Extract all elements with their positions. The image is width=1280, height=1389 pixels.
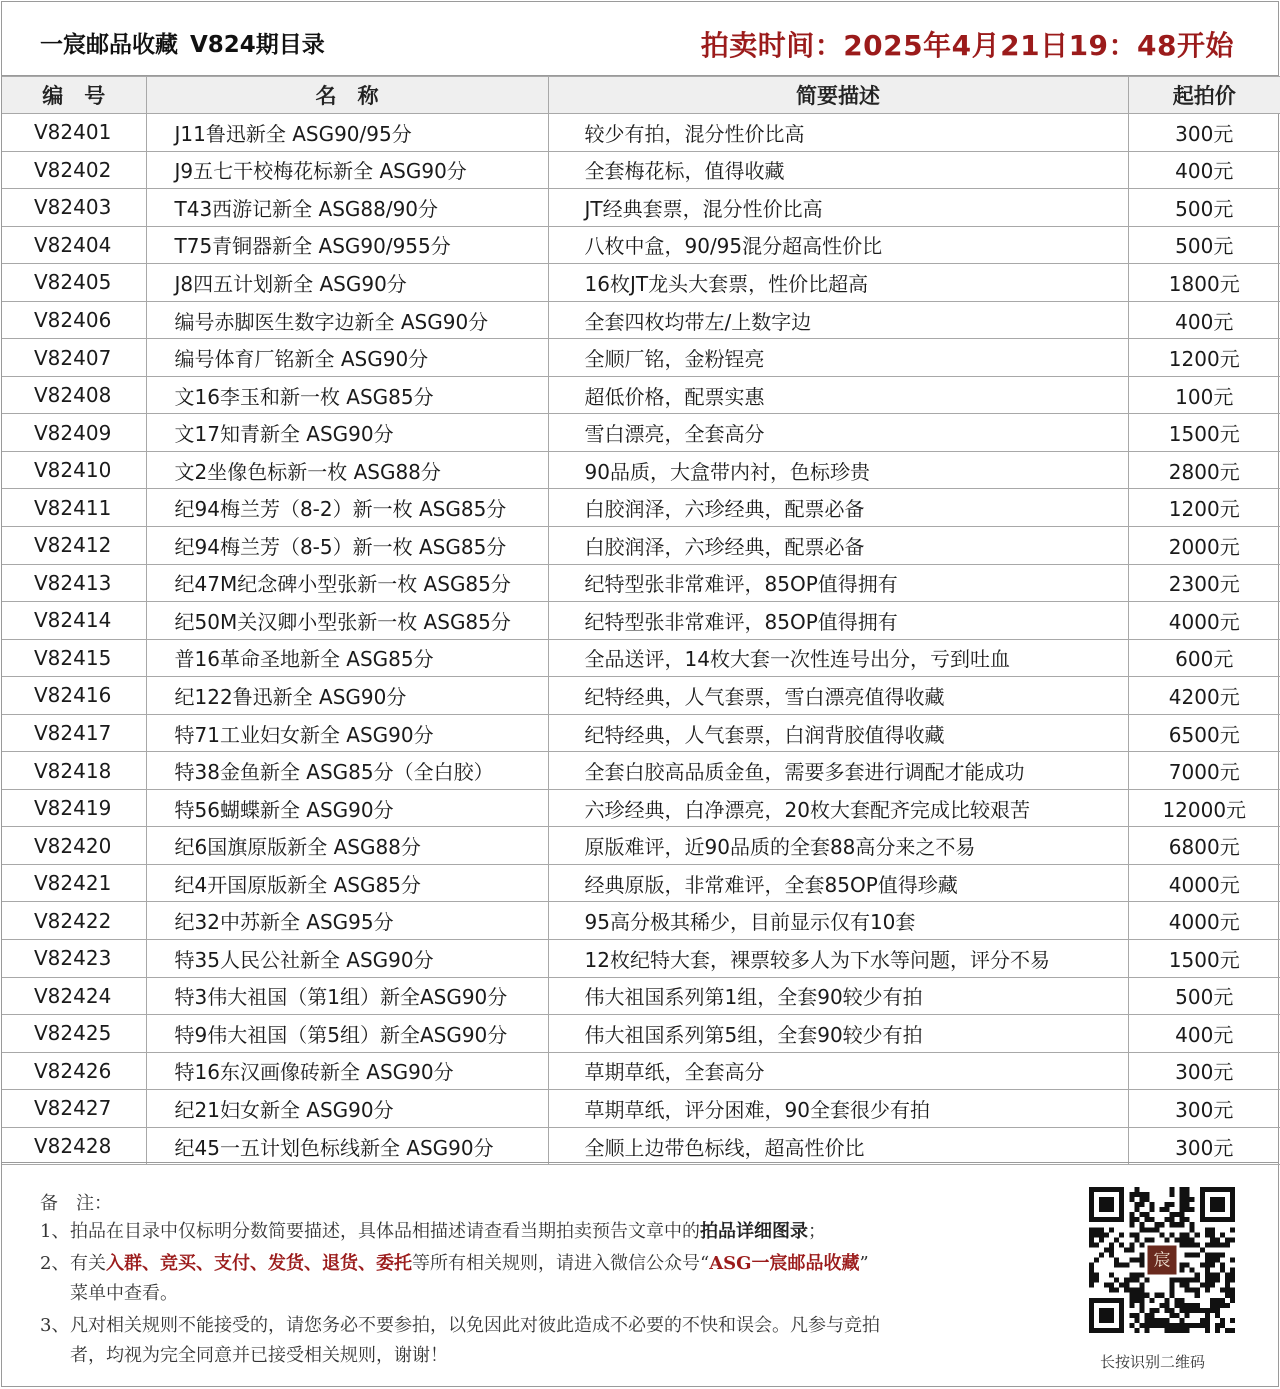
note-number: 2、 (40, 1253, 70, 1274)
note-text: 凡对相关规则不能接受的，请您务必不要参拍，以免因此对彼此造成不必要的不快和误会。凡参与竞拍 (70, 1315, 880, 1336)
row-name: 纪45一五计划色标线新全 ASG90分 (146, 1127, 548, 1165)
row-description: 草期草纸，评分困难，90全套很少有拍 (548, 1090, 1128, 1128)
row-price: 1500元 (1128, 414, 1280, 452)
note-3 (40, 1311, 880, 1371)
note-highlight: 入群、竞买、支付、发货、退货、委托 (106, 1253, 412, 1274)
row-description: 超低价格，配票实惠 (548, 376, 1128, 414)
row-name: 特38金鱼新全 ASG85分（全白胶） (146, 752, 548, 790)
row-price: 300元 (1128, 1090, 1280, 1128)
row-price: 500元 (1128, 189, 1280, 227)
row-description: 90品质，大盒带内衬，色标珍贵 (548, 451, 1128, 489)
row-code: V82406 (2, 301, 146, 339)
row-description: 六珍经典，白净漂亮，20枚大套配齐完成比较艰苦 (548, 789, 1128, 827)
row-description: JT经典套票，混分性价比高 (548, 189, 1128, 227)
row-price: 4000元 (1128, 902, 1280, 940)
table-row (2, 151, 1280, 189)
row-code: V82412 (2, 527, 146, 565)
row-price: 4200元 (1128, 677, 1280, 715)
row-name: T75青铜器新全 ASG90/955分 (146, 226, 548, 264)
row-name: J9五七干校梅花标新全 ASG90分 (146, 151, 548, 189)
table-row (2, 1052, 1280, 1090)
note-text: 等所有相关规则，请进入微信公众号“ (412, 1253, 710, 1274)
notes-section (2, 1162, 1278, 1388)
table-row (2, 226, 1280, 264)
row-name: 纪94梅兰芳（8-2）新一枚 ASG85分 (146, 489, 548, 527)
note-text: 菜单中查看。 (70, 1283, 178, 1304)
row-code: V82428 (2, 1127, 146, 1165)
row-price: 300元 (1128, 114, 1280, 152)
table-row (2, 940, 1280, 978)
row-description: 全顺厂铭，金粉锃亮 (548, 339, 1128, 377)
row-code: V82413 (2, 564, 146, 602)
row-price: 2800元 (1128, 451, 1280, 489)
row-code: V82425 (2, 1015, 146, 1053)
shop-name: 一宸邮品收藏 (40, 32, 178, 58)
notes-label: 备 注： (40, 1193, 112, 1214)
row-price: 300元 (1128, 1052, 1280, 1090)
table-row (2, 789, 1280, 827)
row-code: V82405 (2, 264, 146, 302)
row-code: V82417 (2, 714, 146, 752)
table-body (2, 114, 1280, 1165)
catalog-title (40, 26, 325, 59)
row-code: V82401 (2, 114, 146, 152)
table-row (2, 414, 1280, 452)
qr-center-logo: 宸 (1153, 1250, 1171, 1271)
row-name: 特56蝴蝶新全 ASG90分 (146, 789, 548, 827)
row-name: 文17知青新全 ASG90分 (146, 414, 548, 452)
column-header-name: 名 称 (146, 77, 548, 114)
row-name: 普16革命圣地新全 ASG85分 (146, 639, 548, 677)
table-row (2, 677, 1280, 715)
row-name: J8四五计划新全 ASG90分 (146, 264, 548, 302)
note-text: ” (859, 1253, 869, 1274)
note-text: 有关 (70, 1253, 106, 1274)
row-price: 2300元 (1128, 564, 1280, 602)
note-1 (40, 1217, 826, 1247)
row-code: V82409 (2, 414, 146, 452)
row-name: 特16东汉画像砖新全 ASG90分 (146, 1052, 548, 1090)
row-name: 特3伟大祖国（第1组）新全ASG90分 (146, 977, 548, 1015)
row-code: V82407 (2, 339, 146, 377)
row-name: 特9伟大祖国（第5组）新全ASG90分 (146, 1015, 548, 1053)
table-row (2, 864, 1280, 902)
qr-caption: 长按识别二维码 (1100, 1353, 1206, 1371)
row-description: 全套四枚均带左/上数字边 (548, 301, 1128, 339)
table-row (2, 1127, 1280, 1165)
catalog-table (2, 76, 1280, 1165)
row-description: 原版难评，近90品质的全套88高分来之不易 (548, 827, 1128, 865)
row-code: V82415 (2, 639, 146, 677)
table-row (2, 827, 1280, 865)
row-name: 文2坐像色标新一枚 ASG88分 (146, 451, 548, 489)
row-price: 600元 (1128, 639, 1280, 677)
row-description: 伟大祖国系列第5组，全套90较少有拍 (548, 1015, 1128, 1053)
row-name: 纪32中苏新全 ASG95分 (146, 902, 548, 940)
table-row (2, 752, 1280, 790)
auction-time: 拍卖时间：2025年4月21日19：48开始 (700, 29, 1234, 62)
row-name: 特71工业妇女新全 ASG90分 (146, 714, 548, 752)
row-name: 纪122鲁迅新全 ASG90分 (146, 677, 548, 715)
table-row (2, 639, 1280, 677)
row-code: V82419 (2, 789, 146, 827)
table-row (2, 602, 1280, 640)
row-description: 12枚纪特大套，裸票较多人为下水等问题，评分不易 (548, 940, 1128, 978)
row-name: 编号体育厂铭新全 ASG90分 (146, 339, 548, 377)
table-row (2, 489, 1280, 527)
row-description: 全套白胶高品质金鱼，需要多套进行调配才能成功 (548, 752, 1128, 790)
row-name: 纪50M关汉卿小型张新一枚 ASG85分 (146, 602, 548, 640)
table-row (2, 339, 1280, 377)
row-price: 1200元 (1128, 489, 1280, 527)
row-price: 400元 (1128, 1015, 1280, 1053)
row-description: 白胶润泽，六珍经典，配票必备 (548, 527, 1128, 565)
table-row (2, 451, 1280, 489)
column-header-price: 起拍价 (1128, 77, 1280, 114)
row-description: 纪特型张非常难评，85OP值得拥有 (548, 602, 1128, 640)
row-price: 12000元 (1128, 789, 1280, 827)
row-price: 100元 (1128, 376, 1280, 414)
row-code: V82418 (2, 752, 146, 790)
row-price: 1200元 (1128, 339, 1280, 377)
row-name: 特35人民公社新全 ASG90分 (146, 940, 548, 978)
row-description: 全品送评，14枚大套一次性连号出分，亏到吐血 (548, 639, 1128, 677)
note-text: 者，均视为完全同意并已接受相关规则，谢谢！ (70, 1345, 448, 1366)
row-name: 编号赤脚医生数字边新全 ASG90分 (146, 301, 548, 339)
note-2 (40, 1249, 869, 1309)
row-description: 纪特经典，人气套票，白润背胶值得收藏 (548, 714, 1128, 752)
note-emphasis: 拍品详细图录 (700, 1221, 808, 1242)
row-price: 1500元 (1128, 940, 1280, 978)
table-row (2, 376, 1280, 414)
row-price: 4000元 (1128, 864, 1280, 902)
row-price: 500元 (1128, 226, 1280, 264)
table-row (2, 564, 1280, 602)
row-price: 400元 (1128, 301, 1280, 339)
row-code: V82421 (2, 864, 146, 902)
row-code: V82423 (2, 940, 146, 978)
qr-code[interactable] (1089, 1187, 1235, 1333)
row-name: 文16李玉和新一枚 ASG85分 (146, 376, 548, 414)
row-code: V82416 (2, 677, 146, 715)
row-name: 纪21妇女新全 ASG90分 (146, 1090, 548, 1128)
table-header-row (2, 77, 1280, 114)
row-name: 纪47M纪念碑小型张新一枚 ASG85分 (146, 564, 548, 602)
note-text: 拍品在目录中仅标明分数简要描述，具体品相描述请查看当期拍卖预告文章中的 (70, 1221, 700, 1242)
table-row (2, 714, 1280, 752)
row-price: 6800元 (1128, 827, 1280, 865)
row-description: 95高分极其稀少，目前显示仅有10套 (548, 902, 1128, 940)
row-description: 全顺上边带色标线，超高性价比 (548, 1127, 1128, 1165)
row-description: 全套梅花标，值得收藏 (548, 151, 1128, 189)
row-name: J11鲁迅新全 ASG90/95分 (146, 114, 548, 152)
note-number: 1、 (40, 1221, 70, 1242)
row-description: 16枚JT龙头大套票，性价比超高 (548, 264, 1128, 302)
row-code: V82414 (2, 602, 146, 640)
table-row (2, 114, 1280, 152)
row-code: V82420 (2, 827, 146, 865)
table-row (2, 1015, 1280, 1053)
table-row (2, 1090, 1280, 1128)
table-row (2, 264, 1280, 302)
row-price: 500元 (1128, 977, 1280, 1015)
row-price: 2000元 (1128, 527, 1280, 565)
wechat-account-name: ASG一宸邮品收藏 (709, 1253, 860, 1274)
row-code: V82410 (2, 451, 146, 489)
table-row (2, 902, 1280, 940)
row-code: V82402 (2, 151, 146, 189)
row-name: T43西游记新全 ASG88/90分 (146, 189, 548, 227)
catalog-header (2, 2, 1278, 76)
row-name: 纪94梅兰芳（8-5）新一枚 ASG85分 (146, 527, 548, 565)
row-code: V82424 (2, 977, 146, 1015)
row-code: V82411 (2, 489, 146, 527)
row-code: V82404 (2, 226, 146, 264)
row-code: V82422 (2, 902, 146, 940)
row-price: 300元 (1128, 1127, 1280, 1165)
row-description: 雪白漂亮，全套高分 (548, 414, 1128, 452)
row-code: V82408 (2, 376, 146, 414)
row-description: 草期草纸，全套高分 (548, 1052, 1128, 1090)
row-code: V82403 (2, 189, 146, 227)
table-row (2, 301, 1280, 339)
row-price: 7000元 (1128, 752, 1280, 790)
row-description: 纪特型张非常难评，85OP值得拥有 (548, 564, 1128, 602)
row-price: 400元 (1128, 151, 1280, 189)
row-description: 八枚中盒，90/95混分超高性价比 (548, 226, 1128, 264)
row-name: 纪4开国原版新全 ASG85分 (146, 864, 548, 902)
row-name: 纪6国旗原版新全 ASG88分 (146, 827, 548, 865)
row-code: V82426 (2, 1052, 146, 1090)
note-text: ； (808, 1221, 826, 1242)
column-header-code: 编 号 (2, 77, 146, 114)
row-price: 1800元 (1128, 264, 1280, 302)
table-row (2, 527, 1280, 565)
table-row (2, 189, 1280, 227)
row-description: 白胶润泽，六珍经典，配票必备 (548, 489, 1128, 527)
row-description: 纪特经典，人气套票，雪白漂亮值得收藏 (548, 677, 1128, 715)
table-row (2, 977, 1280, 1015)
row-price: 4000元 (1128, 602, 1280, 640)
issue-label: V824期目录 (190, 32, 325, 58)
note-number: 3、 (40, 1315, 70, 1336)
catalog-page (1, 1, 1279, 1387)
column-header-desc: 简要描述 (548, 77, 1128, 114)
row-description: 伟大祖国系列第1组，全套90较少有拍 (548, 977, 1128, 1015)
row-code: V82427 (2, 1090, 146, 1128)
row-description: 经典原版，非常难评，全套85OP值得珍藏 (548, 864, 1128, 902)
row-price: 6500元 (1128, 714, 1280, 752)
row-description: 较少有拍，混分性价比高 (548, 114, 1128, 152)
